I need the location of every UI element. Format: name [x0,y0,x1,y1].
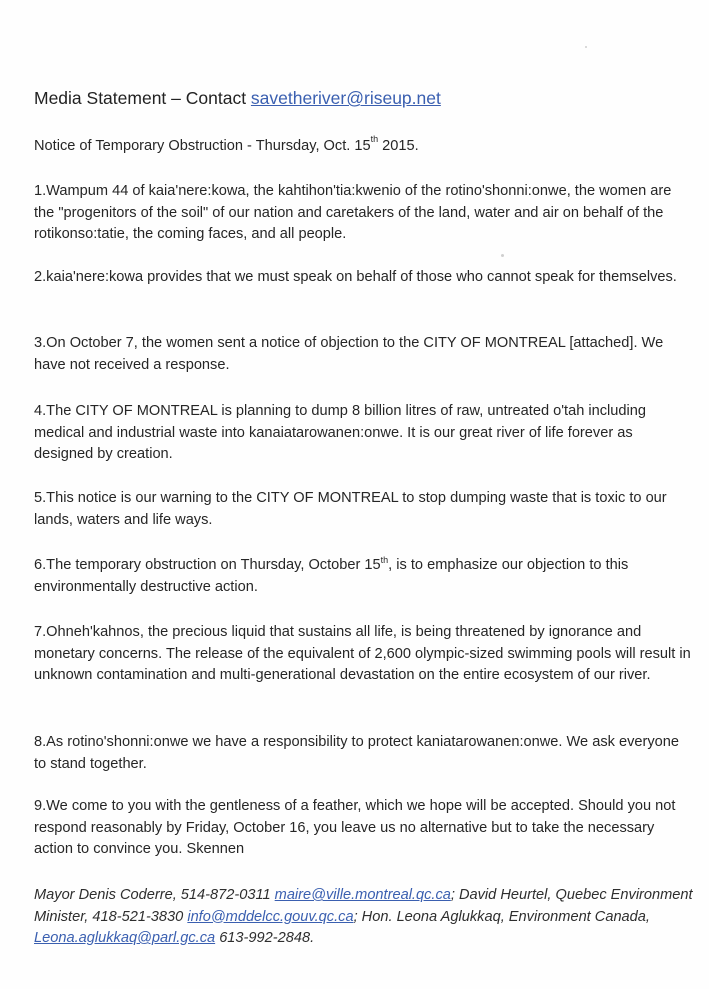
mayor-email-link[interactable]: maire@ville.montreal.qc.ca [274,887,451,903]
footer-minister-text: ; David Heurtel, Quebec Environment Minister, 418-521-3830 [34,887,693,925]
heading-text: Media Statement – Contact [34,88,251,108]
paragraph-1-text: 1.Wampum 44 of kaia'nere:kowa, the kahtihon'tia:kwenio of the rotino'shonni:onwe, the women are the "progenitors of the soil" of our nation and caretakers of the land, water and air on behalf of the rotikonso:tatie, the coming faces, and all people. [34,183,672,242]
paragraph-2-text: 2.kaia'nere:kowa provides that we must speak on behalf of those who cannot speak for themselves. [34,269,677,285]
paragraph-9 [34,796,694,861]
scan-speck [501,254,504,257]
paragraph-4 [34,401,694,466]
paragraph-2 [34,267,694,289]
federal-email-link[interactable]: Leona.aglukkaq@parl.gc.ca [34,930,216,946]
paragraph-6 [34,555,694,598]
paragraph-6-text-a: 6.The temporary obstruction on Thursday, October 15 [34,557,381,573]
footer-federal-text: ; Hon. Leona Aglukkaq, Environment Canada, [353,908,650,925]
footer-mayor-text: Mayor Denis Coderre, 514-872-0311 [34,887,275,903]
footer-phone-text: 613-992-2848. [215,930,315,946]
paragraph-7 [34,622,694,687]
contacts-footer [34,885,694,950]
paragraph-8 [34,732,694,775]
contact-email-link[interactable]: savetheriver@riseup.net [250,88,441,108]
minister-email-link[interactable]: info@mddelcc.gouv.qc.ca [187,908,354,925]
paragraph-3-text: 3.On October 7, the women sent a notice of objection to the CITY OF MONTREAL [attached]. We have not received a response. [34,335,664,373]
media-statement-heading [34,88,441,109]
notice-title [34,136,419,154]
paragraph-6-text-b: , is to emphasize our objection to this environmentally destructive action. [34,557,629,595]
paragraph-1 [34,181,694,246]
notice-superscript: th [370,134,379,144]
notice-text: Notice of Temporary Obstruction - Thursday, Oct. 15 [34,137,371,154]
paragraph-8-text: 8.As rotino'shonni:onwe we have a responsibility to protect kaniatarowanen:onwe. We ask everyone to stand together. [34,734,680,772]
paragraph-7-text: 7.Ohneh'kahnos, the precious liquid that sustains all life, is being threatened by ignorance and monetary concerns. The release of the equivalent of 2,600 olympic-sized swimming pools will result in unknown contamination and multi-generational devastation on the entire ecosystem of our river. [34,624,691,683]
paragraph-5-text: 5.This notice is our warning to the CITY OF MONTREAL to stop dumping waste that is toxic to our lands, waters and life ways. [34,490,667,528]
paragraph-5 [34,488,694,531]
paragraph-3 [34,333,694,376]
scan-speck [585,46,587,48]
paragraph-4-text: 4.The CITY OF MONTREAL is planning to dump 8 billion litres of raw, untreated o'tah including medical and industrial waste into kanaiatarowanen:onwe. It is our great river of life forever as designed by creation. [34,403,646,462]
paragraph-9-text: 9.We come to you with the gentleness of a feather, which we hope will be accepted. Should you not respond reasonably by Friday, October 16, you leave us no alternative but to take the necessary action to convince you. Skennen [34,798,676,857]
paragraph-6-superscript: th [380,555,389,566]
notice-year: 2015. [378,137,419,154]
